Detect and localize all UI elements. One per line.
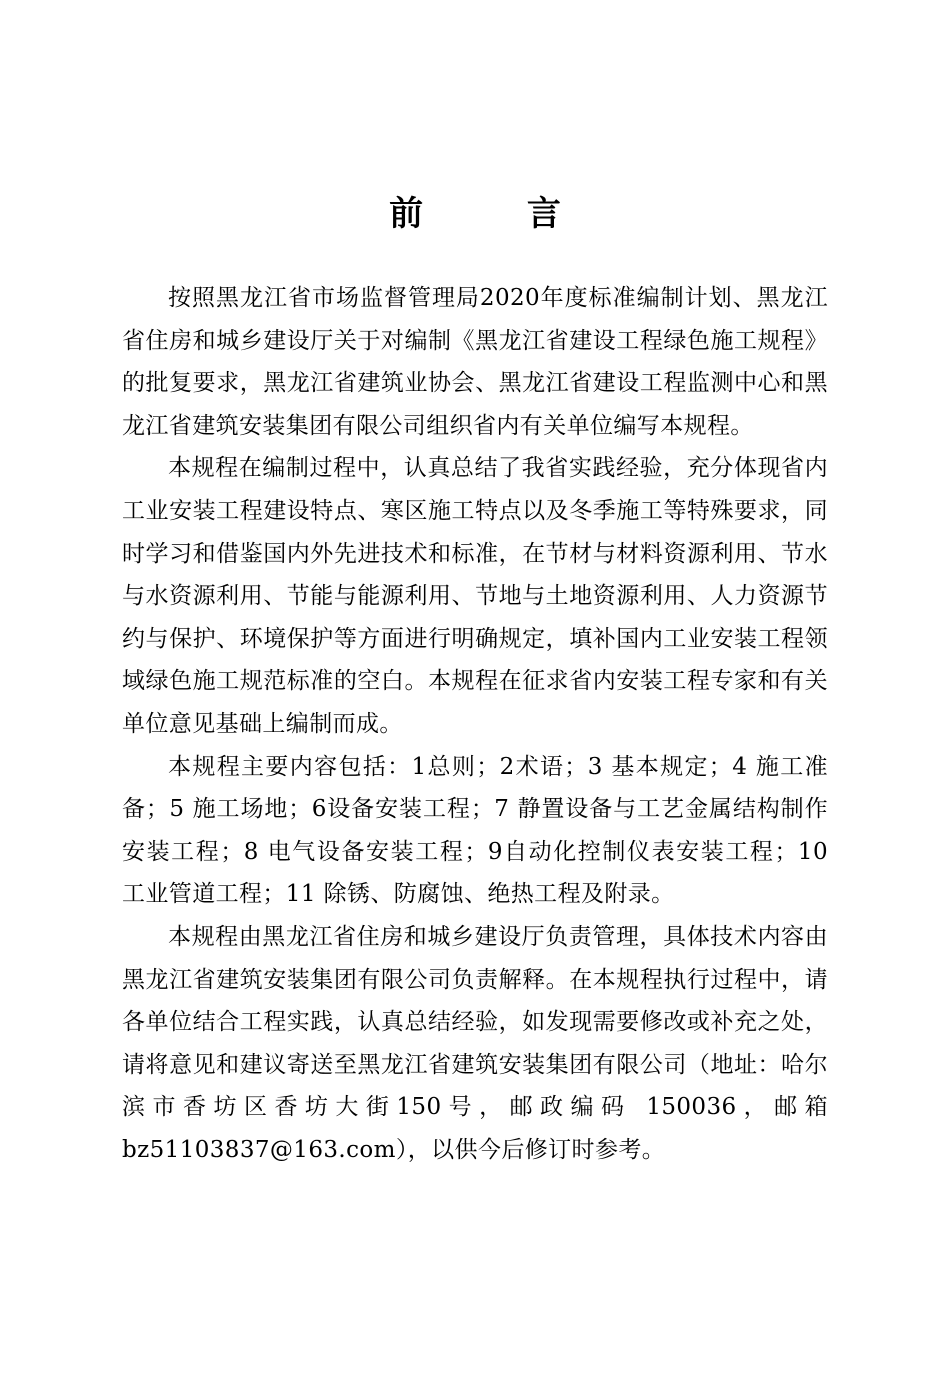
- paragraph-background: 按照黑龙江省市场监督管理局2020年度标准编制计划、黑龙江省住房和城乡建设厅关于对编制《黑龙江省建设工程绿色施工规程》的批复要求，黑龙江省建筑业协会、黑龙江省建设工程监测中心和黑龙江省建筑安装集团有限公司组织省内有关单位编写本规程。: [122, 285, 828, 439]
- paragraph-management: 本规程由黑龙江省住房和城乡建设厅负责管理，具体技术内容由黑龙江省建筑安装集团有限公司负责解释。在本规程执行过程中，请各单位结合工程实践，认真总结经验，如发现需要修改或补充之处，请将意见和建议寄送至黑龙江省建筑安装集团有限公司（地址：哈尔滨市香坊区香坊大街150号，邮政编码 150036，邮箱 bz51103837@163.com），以供今后修订时参考。: [122, 923, 828, 1163]
- page-title: 前 言: [389, 194, 607, 234]
- paragraph-compilation: 本规程在编制过程中，认真总结了我省实践经验，充分体现省内工业安装工程建设特点、寒区施工特点以及冬季施工等特殊要求，同时学习和借鉴国内外先进技术和标准，在节材与材料资源利用、节水与水资源利用、节能与能源利用、节地与土地资源利用、人力资源节约与保护、环境保护等方面进行明确规定，填补国内工业安装工程领域绿色施工规范标准的空白。本规程在征求省内安装工程专家和有关单位意见基础上编制而成。: [122, 455, 828, 737]
- paragraph-contents: 本规程主要内容包括：1总则；2术语；3 基本规定；4 施工准备；5 施工场地；6设备安装工程；7 静置设备与工艺金属结构制作安装工程；8 电气设备安装工程；9自动化控制仪表安装工程；10 工业管道工程；11 除锈、防腐蚀、绝热工程及附录。: [122, 753, 828, 908]
- document-body: [122, 277, 828, 1171]
